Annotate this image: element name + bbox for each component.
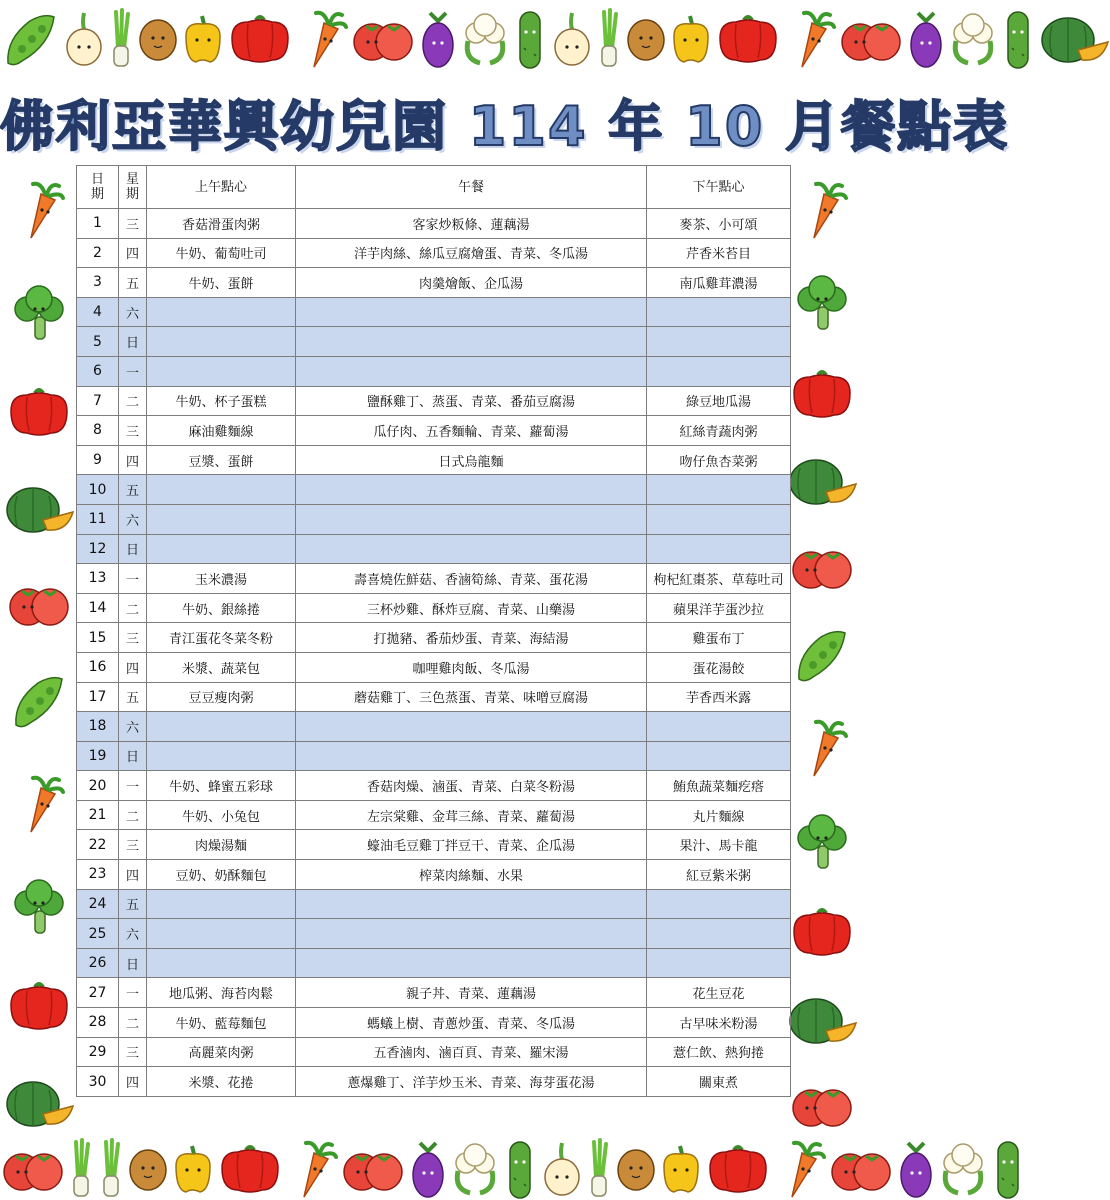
weekday-cell: 日: [119, 948, 147, 978]
weekday-cell: 四: [119, 652, 147, 682]
header-weekday: [119, 166, 147, 209]
carrot-icon: [772, 1139, 828, 1199]
potato-icon: [126, 1144, 170, 1194]
table-row: [77, 682, 791, 712]
tomato-icon: [6, 579, 72, 629]
scallion-icon: [66, 1138, 96, 1200]
carrot-icon: [11, 180, 67, 240]
date-cell: 14: [77, 593, 119, 623]
tomato-icon: [789, 542, 855, 592]
afternoon-snack-cell: 綠豆地瓜湯: [647, 386, 791, 416]
table-row: [77, 238, 791, 268]
cucumber-icon: [510, 8, 550, 70]
header-date-label: 日 期: [90, 172, 104, 202]
date-cell: 21: [77, 800, 119, 830]
lunch-cell: 鹽酥雞丁、蒸蛋、青菜、番茄豆腐湯: [296, 386, 647, 416]
tomato-icon: [350, 14, 416, 64]
lunch-cell: 親子丼、青菜、蓮藕湯: [296, 978, 647, 1008]
afternoon-snack-cell: 枸杞紅棗茶、草莓吐司: [647, 564, 791, 594]
weekday-cell: 日: [119, 741, 147, 771]
carrot-icon: [284, 1139, 340, 1199]
date-cell: 19: [77, 741, 119, 771]
date-cell: 22: [77, 830, 119, 860]
lunch-cell: 蔥爆雞丁、洋芋炒玉米、青菜、海芽蛋花湯: [296, 1067, 647, 1097]
red-pepper-icon: [226, 12, 294, 66]
morning-snack-cell: 肉燥湯麵: [147, 830, 296, 860]
table-row: [77, 652, 791, 682]
table-row: [77, 445, 791, 475]
table-row: [77, 534, 791, 564]
lunch-cell: [296, 475, 647, 505]
weekday-cell: 五: [119, 475, 147, 505]
onion-icon: [62, 9, 106, 69]
date-cell: 29: [77, 1037, 119, 1067]
morning-snack-cell: 香菇滑蛋肉粥: [147, 209, 296, 239]
morning-snack-cell: 玉米濃湯: [147, 564, 296, 594]
menu-table: [76, 165, 791, 1097]
afternoon-snack-cell: 丸片麵線: [647, 800, 791, 830]
header-weekday-label: 星 期: [125, 172, 139, 202]
morning-snack-cell: 牛奶、杯子蛋糕: [147, 386, 296, 416]
table-row: [77, 948, 791, 978]
cauliflower-icon: [460, 11, 510, 67]
red-pepper-icon: [5, 979, 73, 1033]
weekday-cell: 六: [119, 504, 147, 534]
date-cell: 26: [77, 948, 119, 978]
weekday-cell: 二: [119, 800, 147, 830]
afternoon-snack-cell: 鮪魚蔬菜麵疙瘩: [647, 771, 791, 801]
eggplant-icon: [894, 1139, 938, 1199]
date-cell: 4: [77, 297, 119, 327]
cucumber-icon: [500, 1138, 540, 1200]
date-cell: 25: [77, 919, 119, 949]
table-row: [77, 209, 791, 239]
lunch-cell: 左宗棠雞、金茸三絲、青菜、蘿蔔湯: [296, 800, 647, 830]
date-cell: 2: [77, 238, 119, 268]
morning-snack-cell: 地瓜粥、海苔肉鬆: [147, 978, 296, 1008]
header-lunch: 午餐: [296, 166, 647, 209]
date-cell: 30: [77, 1067, 119, 1097]
table-row: [77, 386, 791, 416]
weekday-cell: 三: [119, 623, 147, 653]
morning-snack-cell: [147, 534, 296, 564]
morning-snack-cell: 豆奶、奶酥麵包: [147, 860, 296, 890]
afternoon-snack-cell: 果汁、馬卡龍: [647, 830, 791, 860]
cucumber-icon: [998, 8, 1038, 70]
afternoon-snack-cell: [647, 919, 791, 949]
lunch-cell: 客家炒粄條、蓮藕湯: [296, 209, 647, 239]
red-pepper-icon: [714, 12, 782, 66]
menu-body: [77, 209, 791, 1097]
morning-snack-cell: 麻油雞麵線: [147, 416, 296, 446]
morning-snack-cell: 豆豆瘦肉粥: [147, 682, 296, 712]
lunch-cell: 榨菜肉絲麵、水果: [296, 860, 647, 890]
date-cell: 24: [77, 889, 119, 919]
weekday-cell: 四: [119, 860, 147, 890]
bell-pepper-icon: [658, 1142, 704, 1196]
scallion-icon: [106, 8, 136, 70]
carrot-icon: [782, 9, 838, 69]
weekday-cell: 四: [119, 238, 147, 268]
vegetable-border-right: [783, 180, 861, 1130]
afternoon-snack-cell: 古早味米粉湯: [647, 1008, 791, 1038]
lunch-cell: 洋芋肉絲、絲瓜豆腐燴蛋、青菜、冬瓜湯: [296, 238, 647, 268]
date-cell: 12: [77, 534, 119, 564]
date-cell: 1: [77, 209, 119, 239]
date-cell: 9: [77, 445, 119, 475]
red-pepper-icon: [788, 905, 856, 959]
weekday-cell: 六: [119, 712, 147, 742]
lunch-cell: 肉羹燴飯、企瓜湯: [296, 268, 647, 298]
lunch-cell: 香菇肉燥、滷蛋、青菜、白菜冬粉湯: [296, 771, 647, 801]
morning-snack-cell: [147, 356, 296, 386]
morning-snack-cell: 青江蛋花冬菜冬粉: [147, 623, 296, 653]
afternoon-snack-cell: 紅絲青蔬肉粥: [647, 416, 791, 446]
weekday-cell: 二: [119, 593, 147, 623]
date-cell: 7: [77, 386, 119, 416]
afternoon-snack-cell: 紅豆紫米粥: [647, 860, 791, 890]
morning-snack-cell: 牛奶、蜂蜜五彩球: [147, 771, 296, 801]
tomato-icon: [838, 14, 904, 64]
pumpkin-icon: [1038, 12, 1110, 66]
afternoon-snack-cell: 芋香西米露: [647, 682, 791, 712]
vegetable-border-bottom: [0, 1138, 861, 1200]
morning-snack-cell: 米漿、花捲: [147, 1067, 296, 1097]
scallion-icon: [96, 1138, 126, 1200]
weekday-cell: 五: [119, 682, 147, 712]
lunch-cell: [296, 889, 647, 919]
morning-snack-cell: [147, 889, 296, 919]
bell-pepper-icon: [170, 1142, 216, 1196]
date-cell: 20: [77, 771, 119, 801]
afternoon-snack-cell: 麥茶、小可頌: [647, 209, 791, 239]
afternoon-snack-cell: [647, 297, 791, 327]
weekday-cell: 五: [119, 889, 147, 919]
table-row: [77, 978, 791, 1008]
tomato-icon: [340, 1144, 406, 1194]
lunch-cell: [296, 504, 647, 534]
weekday-cell: 一: [119, 356, 147, 386]
weekday-cell: 日: [119, 534, 147, 564]
lunch-cell: 日式烏龍麵: [296, 445, 647, 475]
table-row: [77, 475, 791, 505]
afternoon-snack-cell: [647, 948, 791, 978]
peas-icon: [791, 625, 853, 685]
lunch-cell: 蘑菇雞丁、三色蒸蛋、青菜、味噌豆腐湯: [296, 682, 647, 712]
afternoon-snack-cell: 雞蛋布丁: [647, 623, 791, 653]
table-row: [77, 416, 791, 446]
date-cell: 3: [77, 268, 119, 298]
pumpkin-icon: [3, 1076, 75, 1130]
morning-snack-cell: 牛奶、藍莓麵包: [147, 1008, 296, 1038]
date-cell: 6: [77, 356, 119, 386]
date-cell: 17: [77, 682, 119, 712]
afternoon-snack-cell: 南瓜雞茸濃湯: [647, 268, 791, 298]
cauliflower-icon: [938, 1141, 988, 1197]
broccoli-icon: [792, 273, 852, 333]
eggplant-icon: [416, 9, 460, 69]
afternoon-snack-cell: [647, 504, 791, 534]
header-date: [77, 166, 119, 209]
morning-snack-cell: [147, 327, 296, 357]
afternoon-snack-cell: 芹香米苔目: [647, 238, 791, 268]
afternoon-snack-cell: [647, 534, 791, 564]
carrot-icon: [11, 774, 67, 834]
date-cell: 16: [77, 652, 119, 682]
afternoon-snack-cell: [647, 741, 791, 771]
table-row: [77, 504, 791, 534]
morning-snack-cell: 高麗菜肉粥: [147, 1037, 296, 1067]
afternoon-snack-cell: [647, 356, 791, 386]
weekday-cell: 三: [119, 830, 147, 860]
potato-icon: [624, 14, 668, 64]
lunch-cell: 咖哩雞肉飯、冬瓜湯: [296, 652, 647, 682]
morning-snack-cell: [147, 948, 296, 978]
table-row: [77, 860, 791, 890]
date-cell: 13: [77, 564, 119, 594]
potato-icon: [136, 14, 180, 64]
pumpkin-icon: [786, 454, 858, 508]
table-row: [77, 830, 791, 860]
vegetable-border-left: [0, 180, 78, 1130]
lunch-cell: [296, 741, 647, 771]
lunch-cell: [296, 356, 647, 386]
broccoli-icon: [9, 283, 69, 343]
table-row: [77, 593, 791, 623]
tomato-icon: [789, 1080, 855, 1130]
morning-snack-cell: 牛奶、蛋餅: [147, 268, 296, 298]
morning-snack-cell: [147, 297, 296, 327]
eggplant-icon: [406, 1139, 450, 1199]
weekday-cell: 四: [119, 445, 147, 475]
weekday-cell: 一: [119, 564, 147, 594]
lunch-cell: 三杯炒雞、酥炸豆腐、青菜、山藥湯: [296, 593, 647, 623]
date-cell: 11: [77, 504, 119, 534]
lunch-cell: 瓜仔肉、五香麵輪、青菜、蘿蔔湯: [296, 416, 647, 446]
page-title: 佛利亞華興幼兒園 114 年 10 月餐點表: [0, 95, 1010, 158]
morning-snack-cell: 牛奶、小兔包: [147, 800, 296, 830]
date-cell: 18: [77, 712, 119, 742]
bell-pepper-icon: [668, 12, 714, 66]
broccoli-icon: [792, 812, 852, 872]
table-row: [77, 297, 791, 327]
morning-snack-cell: [147, 741, 296, 771]
morning-snack-cell: 牛奶、葡萄吐司: [147, 238, 296, 268]
weekday-cell: 二: [119, 1008, 147, 1038]
lunch-cell: [296, 534, 647, 564]
morning-snack-cell: [147, 712, 296, 742]
afternoon-snack-cell: [647, 475, 791, 505]
morning-snack-cell: [147, 475, 296, 505]
vegetable-border-top: [0, 8, 861, 70]
header-afternoon-snack: 下午點心: [647, 166, 791, 209]
table-row: [77, 889, 791, 919]
afternoon-snack-cell: 蛋花湯餃: [647, 652, 791, 682]
table-row: [77, 741, 791, 771]
eggplant-icon: [904, 9, 948, 69]
table-row: [77, 327, 791, 357]
scallion-icon: [594, 8, 624, 70]
afternoon-snack-cell: [647, 327, 791, 357]
weekday-cell: 一: [119, 771, 147, 801]
carrot-icon: [794, 718, 850, 778]
weekday-cell: 日: [119, 327, 147, 357]
tomato-icon: [828, 1144, 894, 1194]
lunch-cell: [296, 948, 647, 978]
tomato-icon: [0, 1144, 66, 1194]
lunch-cell: 五香滷肉、滷百頁、青菜、羅宋湯: [296, 1037, 647, 1067]
pumpkin-icon: [3, 482, 75, 536]
peas-icon: [8, 671, 70, 731]
afternoon-snack-cell: 蘋果洋芋蛋沙拉: [647, 593, 791, 623]
header-morning-snack: 上午點心: [147, 166, 296, 209]
weekday-cell: 六: [119, 919, 147, 949]
date-cell: 28: [77, 1008, 119, 1038]
weekday-cell: 二: [119, 386, 147, 416]
table-row: [77, 800, 791, 830]
date-cell: 27: [77, 978, 119, 1008]
cauliflower-icon: [948, 11, 998, 67]
weekday-cell: 五: [119, 268, 147, 298]
weekday-cell: 三: [119, 209, 147, 239]
weekday-cell: 三: [119, 416, 147, 446]
date-cell: 5: [77, 327, 119, 357]
onion-icon: [540, 1139, 584, 1199]
afternoon-snack-cell: 吻仔魚杏菜粥: [647, 445, 791, 475]
afternoon-snack-cell: 關東煮: [647, 1067, 791, 1097]
onion-icon: [550, 9, 594, 69]
red-pepper-icon: [704, 1142, 772, 1196]
morning-snack-cell: 牛奶、銀絲捲: [147, 593, 296, 623]
lunch-cell: 打拋豬、番茄炒蛋、青菜、海結湯: [296, 623, 647, 653]
weekday-cell: 六: [119, 297, 147, 327]
afternoon-snack-cell: 花生豆花: [647, 978, 791, 1008]
lunch-cell: 螞蟻上樹、青蔥炒蛋、青菜、冬瓜湯: [296, 1008, 647, 1038]
date-cell: 15: [77, 623, 119, 653]
lunch-cell: [296, 327, 647, 357]
scallion-icon: [584, 1138, 614, 1200]
table-row: [77, 771, 791, 801]
red-pepper-icon: [216, 1142, 284, 1196]
weekday-cell: 一: [119, 978, 147, 1008]
table-row: [77, 712, 791, 742]
afternoon-snack-cell: 薏仁飲、熱狗捲: [647, 1037, 791, 1067]
date-cell: 10: [77, 475, 119, 505]
red-pepper-icon: [5, 385, 73, 439]
table-row: [77, 1008, 791, 1038]
morning-snack-cell: 米漿、蔬菜包: [147, 652, 296, 682]
potato-icon: [614, 1144, 658, 1194]
pumpkin-icon: [786, 993, 858, 1047]
date-cell: 8: [77, 416, 119, 446]
lunch-cell: [296, 297, 647, 327]
carrot-icon: [794, 180, 850, 240]
table-row: [77, 564, 791, 594]
morning-snack-cell: 豆漿、蛋餅: [147, 445, 296, 475]
red-pepper-icon: [788, 367, 856, 421]
table-row: [77, 1067, 791, 1097]
afternoon-snack-cell: [647, 712, 791, 742]
weekday-cell: 四: [119, 1067, 147, 1097]
cauliflower-icon: [450, 1141, 500, 1197]
carrot-icon: [294, 9, 350, 69]
date-cell: 23: [77, 860, 119, 890]
lunch-cell: 壽喜燒佐鮮菇、香滷筍絲、青菜、蛋花湯: [296, 564, 647, 594]
table-row: [77, 268, 791, 298]
cucumber-icon: [988, 1138, 1028, 1200]
table-row: [77, 1037, 791, 1067]
afternoon-snack-cell: [647, 889, 791, 919]
morning-snack-cell: [147, 919, 296, 949]
table-row: [77, 919, 791, 949]
broccoli-icon: [9, 877, 69, 937]
lunch-cell: 蠔油毛豆雞丁拌豆干、青菜、企瓜湯: [296, 830, 647, 860]
bell-pepper-icon: [180, 12, 226, 66]
table-row: [77, 356, 791, 386]
lunch-cell: [296, 919, 647, 949]
weekday-cell: 三: [119, 1037, 147, 1067]
peas-icon: [0, 9, 62, 69]
header-row: [77, 166, 791, 209]
table-row: [77, 623, 791, 653]
lunch-cell: [296, 712, 647, 742]
morning-snack-cell: [147, 504, 296, 534]
